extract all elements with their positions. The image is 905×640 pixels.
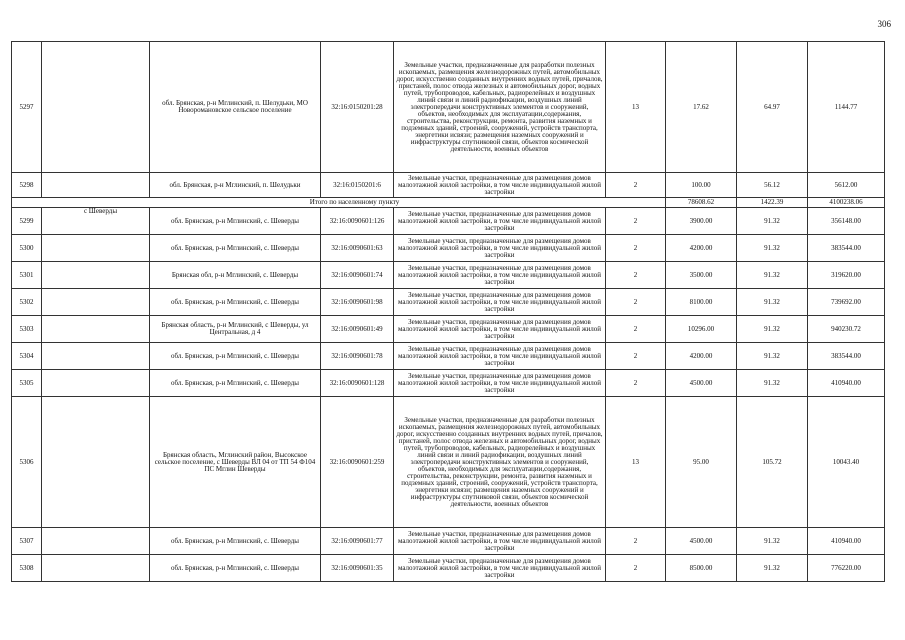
value-cell: 356148.00 [808, 208, 885, 235]
total-value: 4100238.06 [808, 198, 885, 208]
use-code-cell: 2 [606, 555, 666, 582]
table-row [12, 528, 885, 555]
use-code-cell: 2 [606, 289, 666, 316]
value-cell: 5612.00 [808, 173, 885, 198]
use-code-cell: 2 [606, 173, 666, 198]
value-cell: 940230.72 [808, 316, 885, 343]
settlement-cell: с Шеверды [42, 208, 150, 235]
land-use-cell: Земельные участки, предназначенные для размещения домов малоэтажной жилой застройки, в том числе индивидуальной жилой застройки [394, 343, 606, 370]
total-rate: 1422.39 [737, 198, 808, 208]
rate-cell: 91.32 [737, 370, 808, 397]
area-cell: 4500.00 [666, 528, 737, 555]
settlement-cell [42, 528, 150, 555]
value-cell: 739692.00 [808, 289, 885, 316]
land-use-cell: Земельные участки, предназначенные для разработки полезных ископаемых, размещения железнодорожных путей, автомобильных дорог, искусственно созданных внутренних водных путей, причалов, пристаней, полос отвода железных и автомобильных дорог, водных путей, трубопроводов, кабельных, радиорелейных и воздушных линий связи и линий радиофикации, воздушных линий электропередачи конструктивных элементов и сооружений, объектов, необходимых для эксплуатации,содержания, строительства, реконструкции, ремонта, развития наземных и подземных зданий, строений, сооружений, устройств транспорта, энергетики исвязи; размещения наземных сооружений и инфраструктуры спутниковой связи, объектов космической деятельности, военных объектов [394, 397, 606, 528]
rate-cell: 64.97 [737, 42, 808, 173]
total-row [12, 198, 885, 208]
area-cell: 4200.00 [666, 343, 737, 370]
rate-cell: 105.72 [737, 397, 808, 528]
table-row [12, 42, 885, 173]
table-row [12, 173, 885, 198]
area-cell: 8100.00 [666, 289, 737, 316]
address-cell: обл. Брянская, р-н Мглинский, с. Шеверды [150, 555, 321, 582]
land-use-cell: Земельные участки, предназначенные для размещения домов малоэтажной жилой застройки, в том числе индивидуальной жилой застройки [394, 528, 606, 555]
row-number: 5298 [12, 173, 42, 198]
rate-cell: 91.32 [737, 343, 808, 370]
area-cell: 95.00 [666, 397, 737, 528]
total-label: Итого по населенному пункту [12, 198, 666, 208]
row-number: 5308 [12, 555, 42, 582]
cadastral-number-cell: 32:16:0150201:6 [321, 173, 394, 198]
cadastral-number-cell: 32:16:0090601:74 [321, 262, 394, 289]
land-use-cell: Земельные участки, предназначенные для размещения домов малоэтажной жилой застройки, в том числе индивидуальной жилой застройки [394, 555, 606, 582]
land-use-cell: Земельные участки, предназначенные для размещения домов малоэтажной жилой застройки, в том числе индивидуальной жилой застройки [394, 370, 606, 397]
use-code-cell: 2 [606, 316, 666, 343]
table-row [12, 235, 885, 262]
use-code-cell: 2 [606, 370, 666, 397]
land-use-cell: Земельные участки, предназначенные для размещения домов малоэтажной жилой застройки, в том числе индивидуальной жилой застройки [394, 208, 606, 235]
use-code-cell: 2 [606, 528, 666, 555]
cadastral-number-cell: 32:16:0090601:128 [321, 370, 394, 397]
value-cell: 383544.00 [808, 235, 885, 262]
use-code-cell: 2 [606, 208, 666, 235]
value-cell: 383544.00 [808, 343, 885, 370]
address-cell: обл. Брянская, р-н Мглинский, с. Шеверды [150, 208, 321, 235]
settlement-cell [42, 370, 150, 397]
land-use-cell: Земельные участки, предназначенные для размещения домов малоэтажной жилой застройки, в том числе индивидуальной жилой застройки [394, 262, 606, 289]
land-use-cell: Земельные участки, предназначенные для размещения домов малоэтажной жилой застройки, в том числе индивидуальной жилой застройки [394, 173, 606, 198]
table-row [12, 397, 885, 528]
settlement-cell [42, 397, 150, 528]
land-use-cell: Земельные участки, предназначенные для размещения домов малоэтажной жилой застройки, в том числе индивидуальной жилой застройки [394, 289, 606, 316]
total-area: 78608.62 [666, 198, 737, 208]
cadastral-number-cell: 32:16:0150201:28 [321, 42, 394, 173]
address-cell: Брянская область, р-н Мглинский, с Шеверды, ул Центральная, д 4 [150, 316, 321, 343]
page-number: 306 [877, 19, 891, 29]
cadastral-number-cell: 32:16:0090601:35 [321, 555, 394, 582]
cadastral-number-cell: 32:16:0090601:259 [321, 397, 394, 528]
address-cell: обл. Брянская, р-н Мглинский, с. Шеверды [150, 235, 321, 262]
settlement-cell [42, 173, 150, 198]
table-row [12, 316, 885, 343]
address-cell: Брянская обл, р-н Мглинский, с. Шеверды [150, 262, 321, 289]
address-cell: обл. Брянская, р-н Мглинский, с. Шеверды [150, 289, 321, 316]
address-cell: обл. Брянская, р-н Мглинский, с. Шеверды [150, 343, 321, 370]
rate-cell: 91.32 [737, 208, 808, 235]
row-number: 5304 [12, 343, 42, 370]
row-number: 5299 [12, 208, 42, 235]
row-number: 5297 [12, 42, 42, 173]
value-cell: 319620.00 [808, 262, 885, 289]
address-cell: обл. Брянская, р-н Мглинский, с. Шеверды [150, 370, 321, 397]
table-row [12, 289, 885, 316]
table-row [12, 343, 885, 370]
cadastral-number-cell: 32:16:0090601:63 [321, 235, 394, 262]
rate-cell: 91.32 [737, 555, 808, 582]
settlement-cell [42, 262, 150, 289]
cadastral-value-table [11, 41, 885, 582]
table-row [12, 555, 885, 582]
cadastral-number-cell: 32:16:0090601:49 [321, 316, 394, 343]
row-number: 5300 [12, 235, 42, 262]
rate-cell: 91.32 [737, 262, 808, 289]
address-cell: обл. Брянская, р-н Мглинский, п. Шелудьки [150, 173, 321, 198]
area-cell: 8500.00 [666, 555, 737, 582]
cadastral-number-cell: 32:16:0090601:77 [321, 528, 394, 555]
row-number: 5306 [12, 397, 42, 528]
land-use-cell: Земельные участки, предназначенные для размещения домов малоэтажной жилой застройки, в том числе индивидуальной жилой застройки [394, 316, 606, 343]
table-row [12, 262, 885, 289]
settlement-cell [42, 235, 150, 262]
address-cell: обл. Брянская, р-н Мглинский, п. Шелудьки, МО Новоромановское сельское поселение [150, 42, 321, 173]
settlement-cell [42, 316, 150, 343]
row-number: 5307 [12, 528, 42, 555]
cadastral-number-cell: 32:16:0090601:78 [321, 343, 394, 370]
address-cell: Брянская область, Мглинский район, Высокское сельское поселение, с Шеверды ВЛ 04 от ТП 54 Ф104 ПС Мглин Шеверды [150, 397, 321, 528]
use-code-cell: 2 [606, 262, 666, 289]
row-number: 5305 [12, 370, 42, 397]
use-code-cell: 13 [606, 397, 666, 528]
value-cell: 10043.40 [808, 397, 885, 528]
row-number: 5303 [12, 316, 42, 343]
rate-cell: 91.32 [737, 289, 808, 316]
settlement-cell [42, 555, 150, 582]
area-cell: 4500.00 [666, 370, 737, 397]
area-cell: 3500.00 [666, 262, 737, 289]
value-cell: 1144.77 [808, 42, 885, 173]
use-code-cell: 2 [606, 343, 666, 370]
cadastral-number-cell: 32:16:0090601:98 [321, 289, 394, 316]
rate-cell: 91.32 [737, 528, 808, 555]
value-cell: 410940.00 [808, 528, 885, 555]
value-cell: 776220.00 [808, 555, 885, 582]
value-cell: 410940.00 [808, 370, 885, 397]
cadastral-number-cell: 32:16:0090601:126 [321, 208, 394, 235]
rate-cell: 91.32 [737, 235, 808, 262]
area-cell: 3900.00 [666, 208, 737, 235]
area-cell: 4200.00 [666, 235, 737, 262]
area-cell: 100.00 [666, 173, 737, 198]
use-code-cell: 13 [606, 42, 666, 173]
table-row [12, 208, 885, 235]
rate-cell: 91.32 [737, 316, 808, 343]
area-cell: 17.62 [666, 42, 737, 173]
use-code-cell: 2 [606, 235, 666, 262]
row-number: 5302 [12, 289, 42, 316]
table-row [12, 370, 885, 397]
rate-cell: 56.12 [737, 173, 808, 198]
land-use-cell: Земельные участки, предназначенные для разработки полезных ископаемых, размещения железнодорожных путей, автомобильных дорог, искусственно созданных внутренних водных путей, причалов, пристаней, полос отвода железных и автомобильных дорог, водных путей, трубопроводов, кабельных, радиорелейных и воздушных линий связи и линий радиофикации, воздушных линий электропередачи конструктивных элементов и сооружений, объектов, необходимых для эксплуатации,содержания, строительства, реконструкции, ремонта, развития наземных и подземных зданий, строений, сооружений, устройств транспорта, энергетики исвязи; размещения наземных сооружений и инфраструктуры спутниковой связи, объектов космической деятельности, военных объектов [394, 42, 606, 173]
settlement-cell [42, 343, 150, 370]
row-number: 5301 [12, 262, 42, 289]
land-use-cell: Земельные участки, предназначенные для размещения домов малоэтажной жилой застройки, в том числе индивидуальной жилой застройки [394, 235, 606, 262]
settlement-cell [42, 42, 150, 173]
settlement-cell [42, 289, 150, 316]
area-cell: 10296.00 [666, 316, 737, 343]
address-cell: обл. Брянская, р-н Мглинский, с. Шеверды [150, 528, 321, 555]
